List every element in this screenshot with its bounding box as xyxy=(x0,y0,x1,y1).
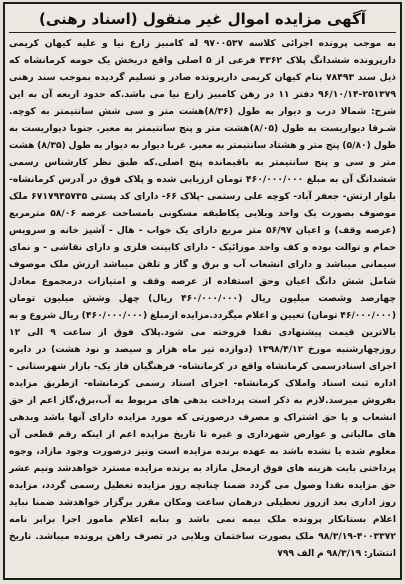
notice-title: آگهی مزایده اموال غیر منقول (اسناد رهنی) xyxy=(9,6,396,33)
notice-body: به موجب پرونده اجرائی کلاسه ۹۷۰۰۵۳۷ له کامبیز زارع نیا و علیه کیهان کریمی دارپرونده ششدانگ پلاک ۴۳۶۲ فرعی از ۵ اصلی واقع دربخش یک حومه کرمانشاه که ذیل سند ۷۸۴۹۳ بنام کیهان کریمی دارپرونده صادر و تسلیم گردیده بموجب سند رهنی ۲۵۱۳۷۹-۹۶/۱۰/۱۴ دفتر ۱۱ در رهن کامبیز زارع نیا می باشد.که حدود اربعه آن به این شرح: شمالا درب و دیوار به طول (۸/۳۶)هشت متر و سی شش سانتیمتر به کوچه. شـرقا دیواریست به طول (۸/۰۵)هشت متر و پنج سانتیمتر به معبر. جنوبا دیواریست به طول (۵/۸۰) پنج متر و هشتاد سانتیمتر به معبر. غربا دیوار به دیوار به طول (۸/۳۵) هشت متر و سی و پنج سانتیمتر به باقیمانده پنج اصلی.که طبق نظر کارشناس رسمی ششدانگ آن به مبلغ ۴۶۰/۰۰۰/۰۰۰ تومان ارزیابی شده و پلاک فوق در آدرس کرمانشاه- بلوار ارتش- جعفر آباد- کوچه علی رستمی -پلاک ۶۶- دارای کد پستی ۶۷۱۷۹۴۵۷۳۵ ملک موصوف بصورت یک واحد ویلایی یکاطبقه مسکونی بامساحت عرصه ۵۸/۰۶ مترمربع (عرصه وقف) و اعیان ۵۶/۹۷ متر مربع دارای یک خواب - هال - آشپز خانه و سرویس حمام و توالت بوده و کف واحد موزائیک - دارای کابینت فلزی و دارای نقاشی - و نمای سیمانی میباشد و دارای انشعاب آب و برق و گاز و تلفن میباشد ارزش ملک موصوف شامل شش دانگ اعیان وحق استفاده از عرصه وقف و امتیازات درمجموع معادل چهارصد وشصت میلیون ریال (۴۶۰/۰۰۰/۰۰۰ ریال) چهل وشش میلیون تومان (۴۶/۰۰۰/۰۰۰ تومان) تعیین و اعلام میگردد.مزایده ازمبلغ (۴۶۰/۰۰۰/۰۰۰) ریال شروع و به بالاترین قیمت پیشنهادی نقدا فروخته می شود.پلاک فوق از ساعت ۹ الی ۱۲ روزچهارشنبه مورخ ۱۳۹۸/۴/۱۲ (دوازده تیر ماه هزار و سیصد و نود هشت) در دایره اجرای اسنادرسمی کرمانشاه واقع در کرمانشاه- فرهنگیان فاز یک- بازار شهرستانی - اداره ثبت اسناد واملاک کرمانشاه- اجرای اسناد رسمی کرمانشاه- ازطریق مزایده بفروش میرسد.لازم به ذکر است پرداخت بدهی های مربوط به آب،برق،گاز اعم از حق انشعاب و یا حق اشتراک و مصرف درصورتی که مورد مزایده دارای آنها باشد وبدهی های مالیاتی و عوارض شهرداری و غیره تا تاریخ مزایده اعم از اینکه رقم قطعی آن معلوم شده یا نشده باشد به عهده برنده مزایده است ونیز درصورت وجود مازاد، وجوه پرداختی بابت هزینه های فوق ازمحل مازاد به برنده مزایده مسترد خواهدشد ونیم عشر حق مزایده نقدا وصول می گردد ضمنا چنانچه روز مزایده تعطیل رسمی گردد، مزایده روز اداری بعد ازروز تعطیلی درهمان ساعت ومکان مقرر برگزار خواهدشد ضمنا نباید اعلام بستانکار پرونده ملک بیمه نمی باشد و بنابه اعلام مامور اجرا برابر نامه ۴۰۰۳۳۷۲-۹۸/۳/۱۹ ملک بصورت ساختمان ویلایی در تصرف راهن پرونده میباشد. تاریخ انتشار: ۹۸/۳/۱۹ م الف ۷۹۹ xyxy=(9,38,397,559)
auction-notice xyxy=(3,2,402,580)
